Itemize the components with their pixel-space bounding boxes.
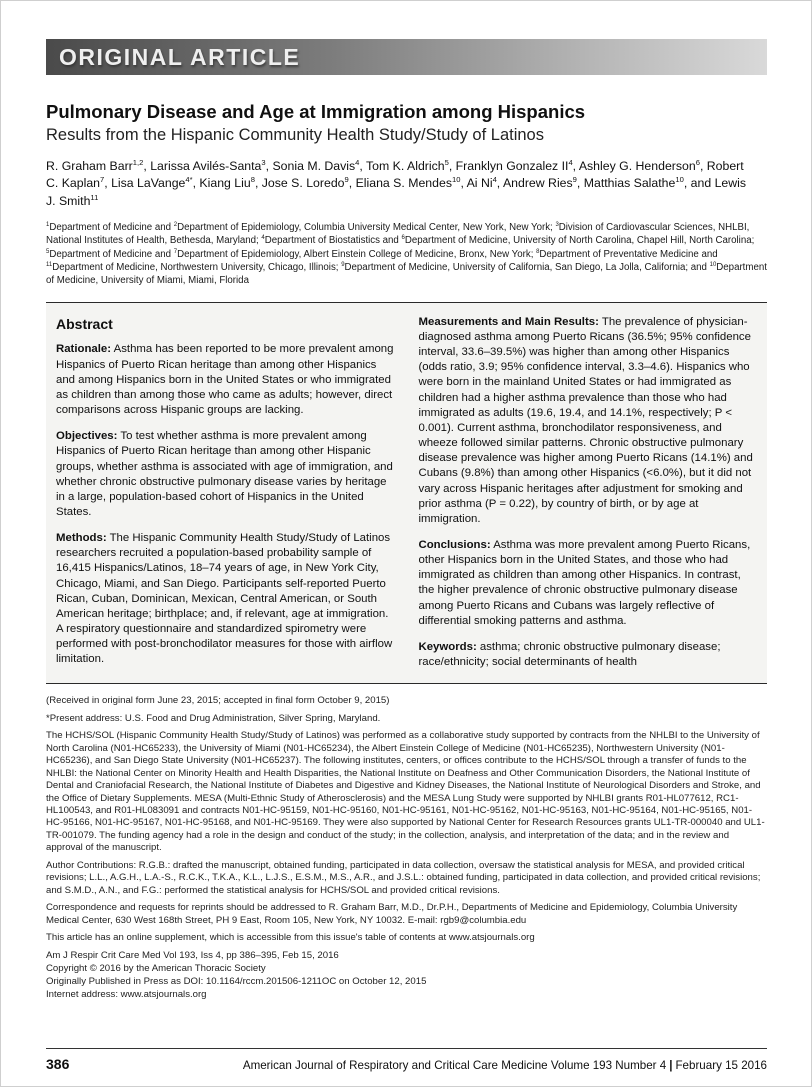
affiliation-number: 5 (46, 248, 50, 255)
footer-separator: | (669, 1059, 673, 1072)
section-label: Rationale: (56, 343, 112, 356)
author-affiliation-ref: 7 (100, 175, 105, 185)
author-affiliation-ref: 1,2 (132, 157, 144, 167)
abstract-left-column (56, 315, 395, 681)
author-affiliation-ref: 4 (492, 175, 497, 185)
correspondence-note (46, 902, 767, 927)
footnotes-section (46, 695, 767, 944)
abstract-section (46, 302, 767, 684)
author-contributions-note: Author Contributions: R.G.B.: drafted the manuscript, obtained funding, participated in data collection, oversaw the statistical analysis for MESA, and provided critical revisions; L.L., A.G.H., L.A.-S., R.C.K., T.K.A., K.L., L.J.S., E.S.M., M.S., A.R., and J.S.L.: obtained funding, participated in data collection, and provided critical revisions; and S.M.D., A.N., and F.G.: performed the statistical analysis for HCHS/SOL and provided critical revisions. (46, 859, 761, 896)
section-label: Conclusions: (418, 539, 491, 552)
author-list: R. Graham Barr$^{1,2}$, Larissa Avilés-Santa$^3$, Sonia M. Davis$^4$, Tom K. Aldrich$^5$, Franklyn Gonzalez $II^4$, Ashley G. Henderson$^6$, Robert C. Kaplan$^7$, Lisa LaVange$^{4*}$, Kiang Liu$^8$, Jose S. Loredo$^9$, Eliana S. Mendes$^{10}$, Ai Ni$^4$, Andrew Ries$^9$, Matthias Salathe$^{10}$, and Lewis J. Smith$^{11}$ (46, 157, 747, 208)
page-number: 386 (46, 1056, 70, 1072)
affiliation-number: 11 (46, 261, 53, 268)
author-affiliation-ref: 6 (695, 157, 700, 167)
funding-note: The HCHS/SOL (Hispanic Community Health Study/Study of Latinos) was performed as a collaborative study supported by contracts from the NHLBI to the University of North Carolina (N01-HC65233), the University of Miami (N01-HC65234), the Albert Einstein College of Medicine (N01-HC65235), Northwestern University (N01-HC65236), and San Diego State University (N01-HC65237). The following institutes, centers, or offices contribute to the HCHS/SOL through a transfer of funds to the NHLBI: the National Center on Minority Health and Health Disparities, the National Institute on Deafness and Other Communication Disorders, the National Institute of Dental and Craniofacial Research, the National Institute of Diabetes and Digestive and Kidney Diseases, the National Institute of Neurological Disorders and Stroke, and the Office of Dietary Supplements. MESA (Multi-Ethnic Study of Atherosclerosis) and the MESA Lung Study were supported by NHLBI grants R01-HL077612, RC1-HL100543, and R01-HL083091 and contracts N01-HC-95159, N01-HC-95160, N01-HC-95161, N01-HC-95162, N01-HC-95163, N01-HC-95164, N01-HC-95165, N01-HC-95166, N01-HC-95167, N01-HC-95168, and N01-HC-95169. They were also supported by National Center for Research Resources grants UL1-TR-000040 and UL1-TR-001079. The funding agency had a role in the design and conduct of the study; in the collection, analysis, and interpretation of the data; and in the review and approval of the manuscript. (46, 730, 765, 854)
affiliation-number: 6 (401, 235, 405, 242)
citation-internet-line (46, 989, 767, 1002)
abstract-measurements (419, 315, 758, 527)
banner-label: ORIGINAL ARTICLE (59, 43, 301, 70)
abstract-keywords (419, 640, 758, 670)
citation-doi-line: Originally Published in Press as DOI: 10.1164/rccm.201506-1211OC on October 12, 2015 (46, 975, 427, 987)
page-title: Pulmonary Disease and Age at Immigration among Hispanics (46, 101, 586, 122)
author-affiliation-ref: 3 (261, 157, 266, 167)
citation-block (46, 950, 767, 1002)
page-footer (46, 1048, 767, 1072)
section-label: Keywords: (418, 640, 477, 653)
author-affiliation-ref: 4 (355, 157, 360, 167)
abstract-conclusions (419, 538, 758, 629)
section-text: The prevalence of physician-diagnosed asthma among Puerto Ricans (36.5%; 95% confidence interval, 33.6–39.5%) was higher than among other Hispanics (odds ratio, 3.9; 95% confidence interval, 3.3–4.6). Hispanics who were born in the mainland United States or had immigrated as children had a higher asthma prevalence than those who had immigrated as adults (19.6, 19.4, and 14.1%, respectively; P < 0.001). Current asthma, bronchodilator responsiveness, and wheeze followed similar patterns. Chronic obstructive pulmonary disease prevalence was higher among Puerto Ricans (14.1%) and Cubans (9.8%) than among other Hispanics (<6.0%), but it did not vary across Hispanic heritages after adjustment for smoking and prior asthma (P = 0.22), by country of birth, or by age at immigration. (418, 315, 753, 525)
author-affiliation-ref: 10 (451, 175, 461, 185)
internet-address-label: Internet address: (46, 988, 121, 1000)
section-label: Objectives: (56, 430, 118, 443)
affiliation-list: $^1$Department of Medicine and $^2$Department of Epidemiology, Columbia University Medical Center, New York, New York; $^3$Division of Cardiovascular Sciences, NHLBI, National Institutes of Health, Bethesda, Maryland; $^4$Department of Biostatistics and $^6$Department of Medicine, University of North Carolina, Chapel Hill, North Carolina; $^5$Department of Medicine and $^7$Department of Epidemiology, Albert Einstein College of Medicine, Bronx, New York; $^8$Department of Preventative Medicine and $^{11}$Department of Medicine, Northwestern University, Chicago, Illinois; $^9$Department of Medicine, University of California, San Diego, La Jolla, California; and $^{10}$Department of Medicine, University of Miami, Miami, Florida (46, 222, 767, 286)
article-type-banner (46, 39, 767, 75)
journal-footer-line (243, 1059, 767, 1072)
section-label: Measurements and Main Results: (418, 315, 599, 328)
author-affiliation-ref: 4* (185, 175, 193, 185)
abstract-rationale (56, 342, 395, 418)
affiliation-number: 10 (709, 261, 717, 268)
section-text: The Hispanic Community Health Study/Study of Latinos researchers recruited a population-based probability sample of 16,415 Hispanics/Latinos, 18–74 years of age, in New York City, Chicago, Miami, and San Diego. Participants self-reported Puerto Rican, Cuban, Dominican, Mexican, Central American, or South American heritage; birthplace; and, if relevant, age at immigration. A respiratory questionnaire and standardized spirometry were performed with post-bronchodilator measures for those with airflow limitation. (56, 532, 393, 666)
ats-journals-link[interactable]: www.atsjournals.org (120, 988, 207, 1000)
citation-copyright-line: Copyright © 2016 by the American Thoracic Society (46, 962, 266, 974)
affiliation-number: 9 (341, 261, 345, 268)
affiliation-number: 3 (555, 222, 559, 229)
abstract-methods (56, 531, 395, 667)
abstract-heading: Abstract (56, 315, 113, 332)
author-affiliation-ref: 4 (568, 157, 573, 167)
supplement-text: This article has an online supplement, which is accessible from this issue's table of contents at (46, 932, 449, 944)
present-address-note: *Present address: U.S. Food and Drug Administration, Silver Spring, Maryland. (46, 712, 381, 724)
author-affiliation-ref: 11 (90, 192, 99, 202)
affiliation-number: 8 (536, 248, 540, 255)
author-affiliation-ref: 8 (250, 175, 255, 185)
section-text: Asthma has been reported to be more prevalent among Hispanics of Puerto Rican heritage than among other Hispanics and among Hispanics born in the United States or who immigrated as children than among those who came as adults; however, direct comparisons across Hispanic groups are lacking. (56, 343, 394, 417)
received-note: (Received in original form June 23, 2015; accepted in final form October 9, 2015) (46, 695, 390, 707)
affiliation-number: 7 (173, 248, 178, 255)
section-text: asthma; chronic obstructive pulmonary disease; race/ethnicity; social determinants of health (418, 640, 721, 669)
ats-journals-link[interactable]: www.atsjournals.org (448, 932, 535, 944)
section-text: Asthma was more prevalent among Puerto Ricans, other Hispanics born in the United States, and those who had immigrated as children than among other Hispanics. In contrast, the higher prevalence of chronic obstructive pulmonary disease among Puerto Ricans and Cubans was largely reflective of differential smoking patterns and asthma. (418, 539, 751, 627)
section-text: To test whether asthma is more prevalent among Hispanics of Puerto Rican heritage than among other Hispanic groups, whether asthma is associated with age of immigration, and whether chronic obstructive pulmonary disease varies by heritage in a large, population-based cohort of Hispanics in the United States. (56, 430, 393, 518)
author-affiliation-ref: 9 (572, 175, 577, 185)
author-affiliation-ref: 5 (444, 157, 449, 167)
affiliation-number: 1 (46, 222, 50, 229)
affiliation-number: 2 (173, 222, 178, 229)
journal-name: American Journal of Respiratory and Critical Care Medicine Volume 193 Number 4 (242, 1059, 667, 1072)
page-subtitle: Results from the Hispanic Community Health Study/Study of Latinos (46, 126, 544, 144)
correspondence-text: Correspondence and requests for reprints should be addressed to R. Graham Barr, M.D., Dr.P.H., Departments of Medicine and Epidemiology, Columbia University Medical Center, 630 West 168th Street, PH 9 East, Room 105, New York, NY 10032. E-mail: (46, 902, 738, 926)
footer-date: February 15 2016 (675, 1059, 767, 1072)
abstract-objectives (56, 429, 395, 520)
supplement-note (46, 932, 767, 944)
correspondence-email-link[interactable]: rgb9@columbia.edu (440, 914, 527, 926)
author-affiliation-ref: 10 (675, 175, 684, 185)
citation-journal-line: Am J Respir Crit Care Med Vol 193, Iss 4, pp 386–395, Feb 15, 2016 (46, 949, 339, 961)
section-label: Methods: (56, 532, 107, 545)
abstract-right-column (419, 315, 758, 681)
affiliation-number: 4 (261, 235, 265, 242)
author-affiliation-ref: 9 (344, 175, 349, 185)
